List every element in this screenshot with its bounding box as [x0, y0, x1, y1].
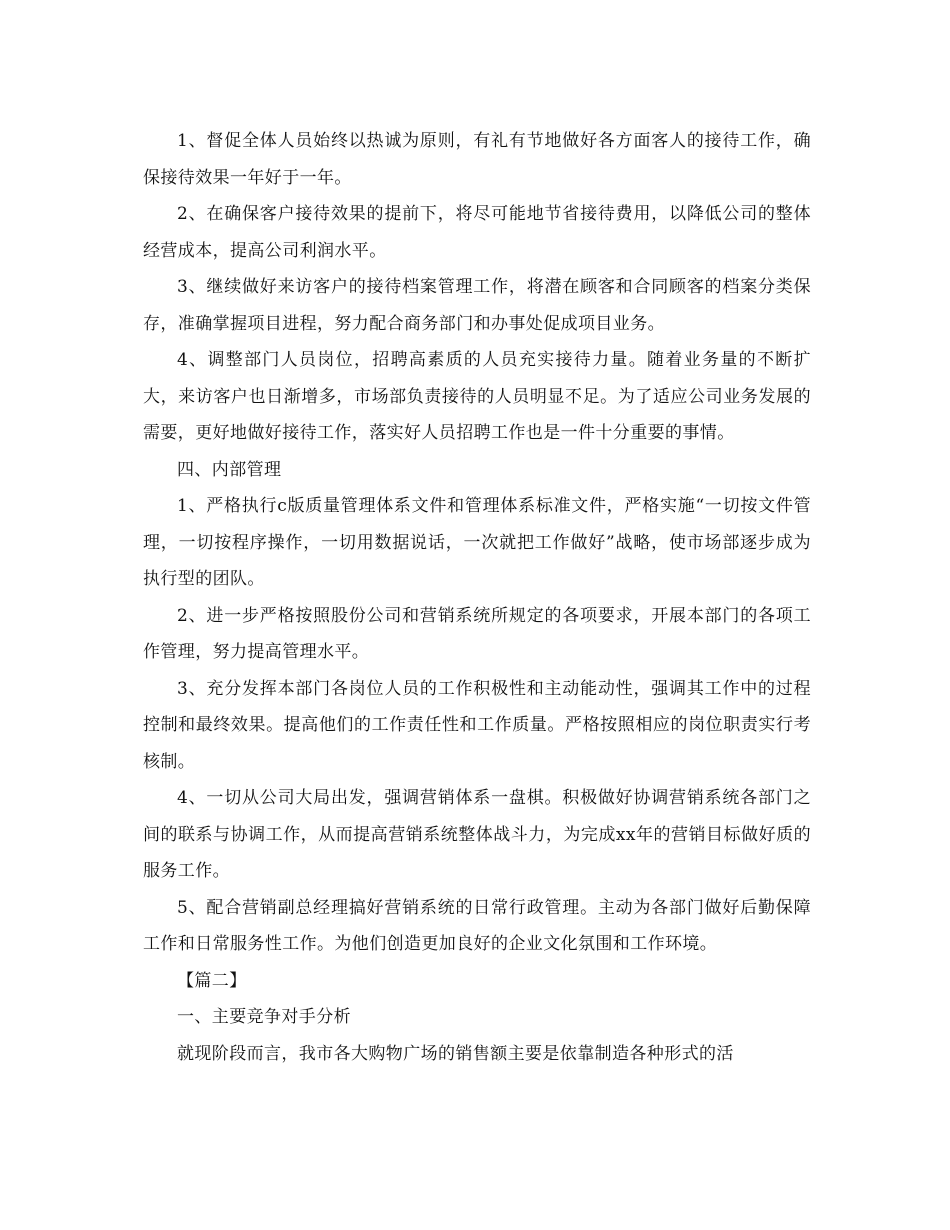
- paragraph-internal-5: 5、配合营销副总经理搞好营销系统的日常行政管理。主动为各部门做好后勤保障工作和日常服务性工作。为他们创造更加良好的企业文化氛围和工作环境。: [143, 897, 811, 954]
- paragraph-internal-2: 2、进一步严格按照股份公司和营销系统所规定的各项要求，开展本部门的各项工作管理，努力提高管理水平。: [143, 605, 811, 662]
- paragraph-reception-2: 2、在确保客户接待效果的提前下，将尽可能地节省接待费用，以降低公司的整体经营成本，提高公司利润水平。: [143, 204, 811, 261]
- paragraph-internal-3: 3、充分发挥本部门各岗位人员的工作积极性和主动能动性，强调其工作中的过程控制和最终效果。提高他们的工作责任性和工作质量。严格按照相应的岗位职责实行考核制。: [143, 678, 811, 772]
- paragraph-internal-4: 4、一切从公司大局出发，强调营销体系一盘棋。积极做好协调营销系统各部门之间的联系与协调工作，从而提高营销系统整体战斗力，为完成xx年的营销目标做好质的服务工作。: [143, 788, 811, 881]
- paragraph-competitor-1: 就现阶段而言，我市各大购物广场的销售额主要是依靠制造各种形式的活: [177, 1043, 734, 1064]
- paragraph-reception-1: 1、督促全体人员始终以热诚为原则，有礼有节地做好各方面客人的接待工作，确保接待效果一年好于一年。: [143, 131, 811, 188]
- section-heading-competitor-analysis: 一、主要竞争对手分析: [177, 1007, 351, 1027]
- paragraph-reception-3: 3、继续做好来访客户的接待档案管理工作，将潜在顾客和合同顾客的档案分类保存，准确掌握项目进程，努力配合商务部门和办事处促成项目业务。: [143, 277, 811, 334]
- document-body: [143, 123, 811, 1072]
- section-heading-part-two: 【篇二】: [177, 970, 247, 991]
- paragraph-reception-4: 4、调整部门人员岗位，招聘高素质的人员充实接待力量。随着业务量的不断扩大，来访客户也日渐增多，市场部负责接待的人员明显不足。为了适应公司业务发展的需要，更好地做好接待工作，落实好人员招聘工作也是一件十分重要的事情。: [143, 350, 811, 443]
- paragraph-internal-1: 1、严格执行c版质量管理体系文件和管理体系标准文件，严格实施“一切按文件管理，一切按程序操作，一切用数据说话，一次就把工作做好”战略，使市场部逐步成为执行型的团队。: [143, 496, 811, 589]
- section-heading-internal-management: 四、内部管理: [177, 459, 282, 480]
